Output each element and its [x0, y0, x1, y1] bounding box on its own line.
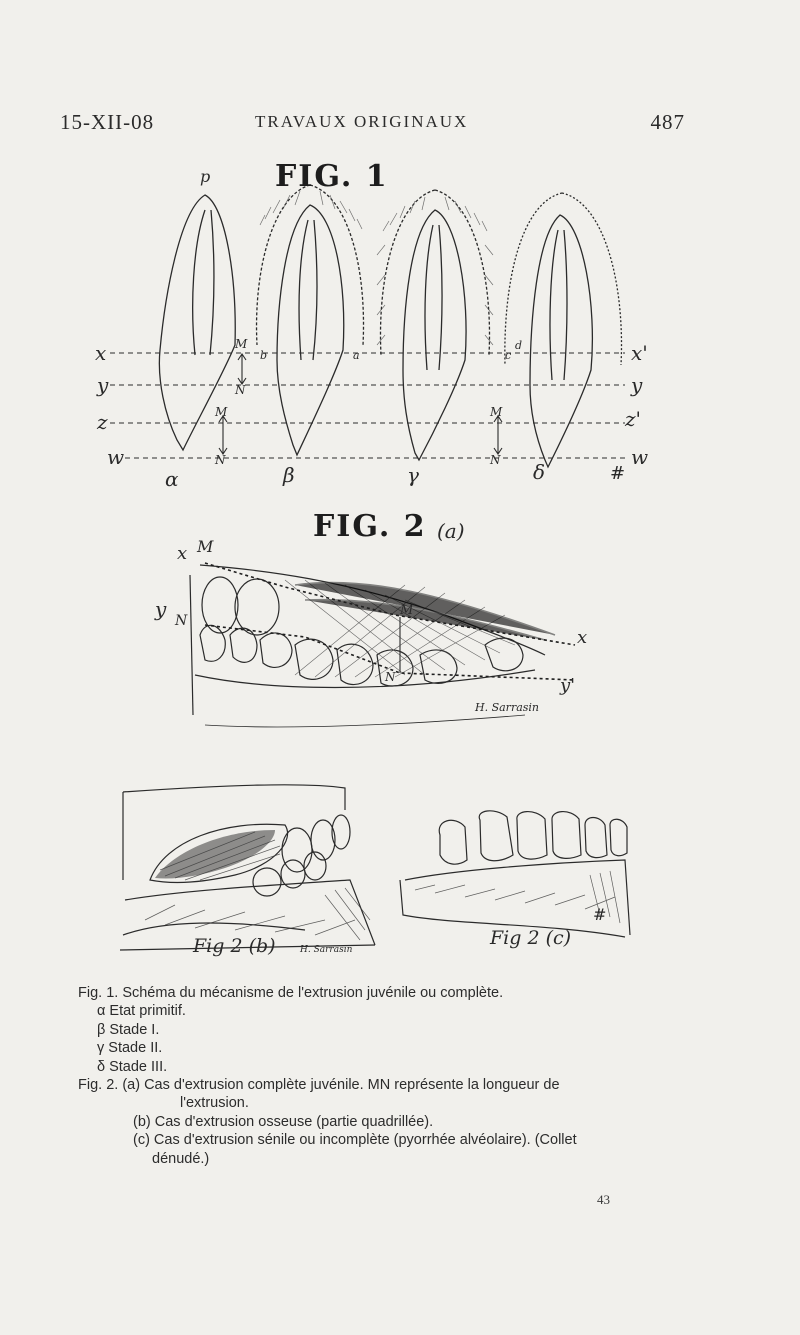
- stage-label-beta: β: [283, 463, 295, 487]
- caption-fig1-title: Fig. 1. Schéma du mécanisme de l'extrusion juvénile ou complète.: [78, 985, 504, 1001]
- caption-alpha: α Etat primitif.: [97, 1003, 186, 1020]
- side-label-a: a: [353, 349, 360, 362]
- figure-1: [85, 155, 675, 495]
- apex-label: p: [200, 167, 211, 186]
- caption-fig2c-cont: dénudé.): [152, 1150, 210, 1167]
- fig2a-label-m: M: [197, 537, 214, 556]
- figure-1-drawing: [85, 155, 675, 495]
- figure-2c: [395, 805, 645, 965]
- fig2a-label-n2: N: [385, 670, 396, 684]
- line-label-z-prime: z': [625, 407, 642, 431]
- stage-label-gamma: γ: [407, 463, 419, 487]
- signature-mark: 43: [597, 1192, 610, 1207]
- measure-m-1: M: [235, 337, 248, 351]
- figure-1-title: FIG. 1: [275, 159, 389, 194]
- caption-fig2-title: Fig. 2. (a) Cas d'extrusion complète juvénile. MN représente la longueur de: [78, 1077, 560, 1094]
- artist-mark: #: [610, 463, 626, 484]
- line-label-w-right: w: [631, 445, 649, 469]
- line-label-y-right: y: [631, 373, 643, 397]
- side-label-c: c: [505, 349, 512, 362]
- fig2a-label-y: y: [155, 597, 167, 621]
- caption-gamma: γ Stade II.: [97, 1040, 163, 1057]
- figure-captions: [78, 984, 688, 1168]
- fig2a-artist: H. Sarrasin: [475, 701, 540, 714]
- line-label-z: z: [97, 410, 108, 434]
- line-label-w: w: [107, 445, 125, 469]
- issue-date: 15-XII-08: [60, 110, 155, 134]
- stage-label-delta: δ: [533, 460, 546, 484]
- caption-fig2-title-cont: l'extrusion.: [180, 1095, 249, 1112]
- line-label-y: y: [97, 373, 109, 397]
- caption-delta: δ Stade III.: [97, 1058, 168, 1075]
- caption-fig2b: (b) Cas d'extrusion osseuse (partie quadrillée).: [133, 1113, 434, 1130]
- fig2b-label: Fig 2 (b): [193, 935, 276, 957]
- measure-n-3: N: [490, 453, 501, 467]
- fig2a-label-y-prime: y': [560, 675, 576, 696]
- caption-beta: β Stade I.: [97, 1021, 160, 1038]
- stage-label-alpha: α: [165, 467, 179, 491]
- measure-m-2: M: [215, 405, 228, 419]
- figure-2-title: FIG. 2: [313, 509, 427, 544]
- fig2a-label-n: N: [175, 613, 188, 629]
- line-label-x-prime: x': [631, 341, 648, 365]
- fig2c-mark: #: [593, 905, 607, 924]
- running-head: [60, 110, 685, 138]
- fig2b-artist: H. Sarrasin: [300, 945, 353, 955]
- measure-n-1: N: [235, 383, 246, 397]
- page-number: 487: [650, 110, 685, 134]
- measure-m-3: M: [490, 405, 503, 419]
- figure-2-subtitle: (a): [437, 519, 465, 543]
- figure-2a: [145, 505, 605, 745]
- line-label-x: x: [95, 341, 107, 365]
- section-title: TRAVAUX ORIGINAUX: [255, 112, 469, 131]
- caption-fig2c: (c) Cas d'extrusion sénile ou incomplète (pyorrhée alvéolaire). (Collet: [133, 1132, 577, 1149]
- measure-n-2: N: [215, 453, 226, 467]
- side-label-b: b: [260, 349, 268, 362]
- fig2a-label-m2: M: [400, 603, 414, 618]
- fig2c-label: Fig 2 (c): [490, 927, 572, 949]
- figure-2b: [105, 770, 385, 965]
- fig2a-label-x: x: [177, 543, 188, 564]
- fig2a-label-x2: x: [577, 627, 588, 648]
- side-label-d: d: [515, 339, 523, 352]
